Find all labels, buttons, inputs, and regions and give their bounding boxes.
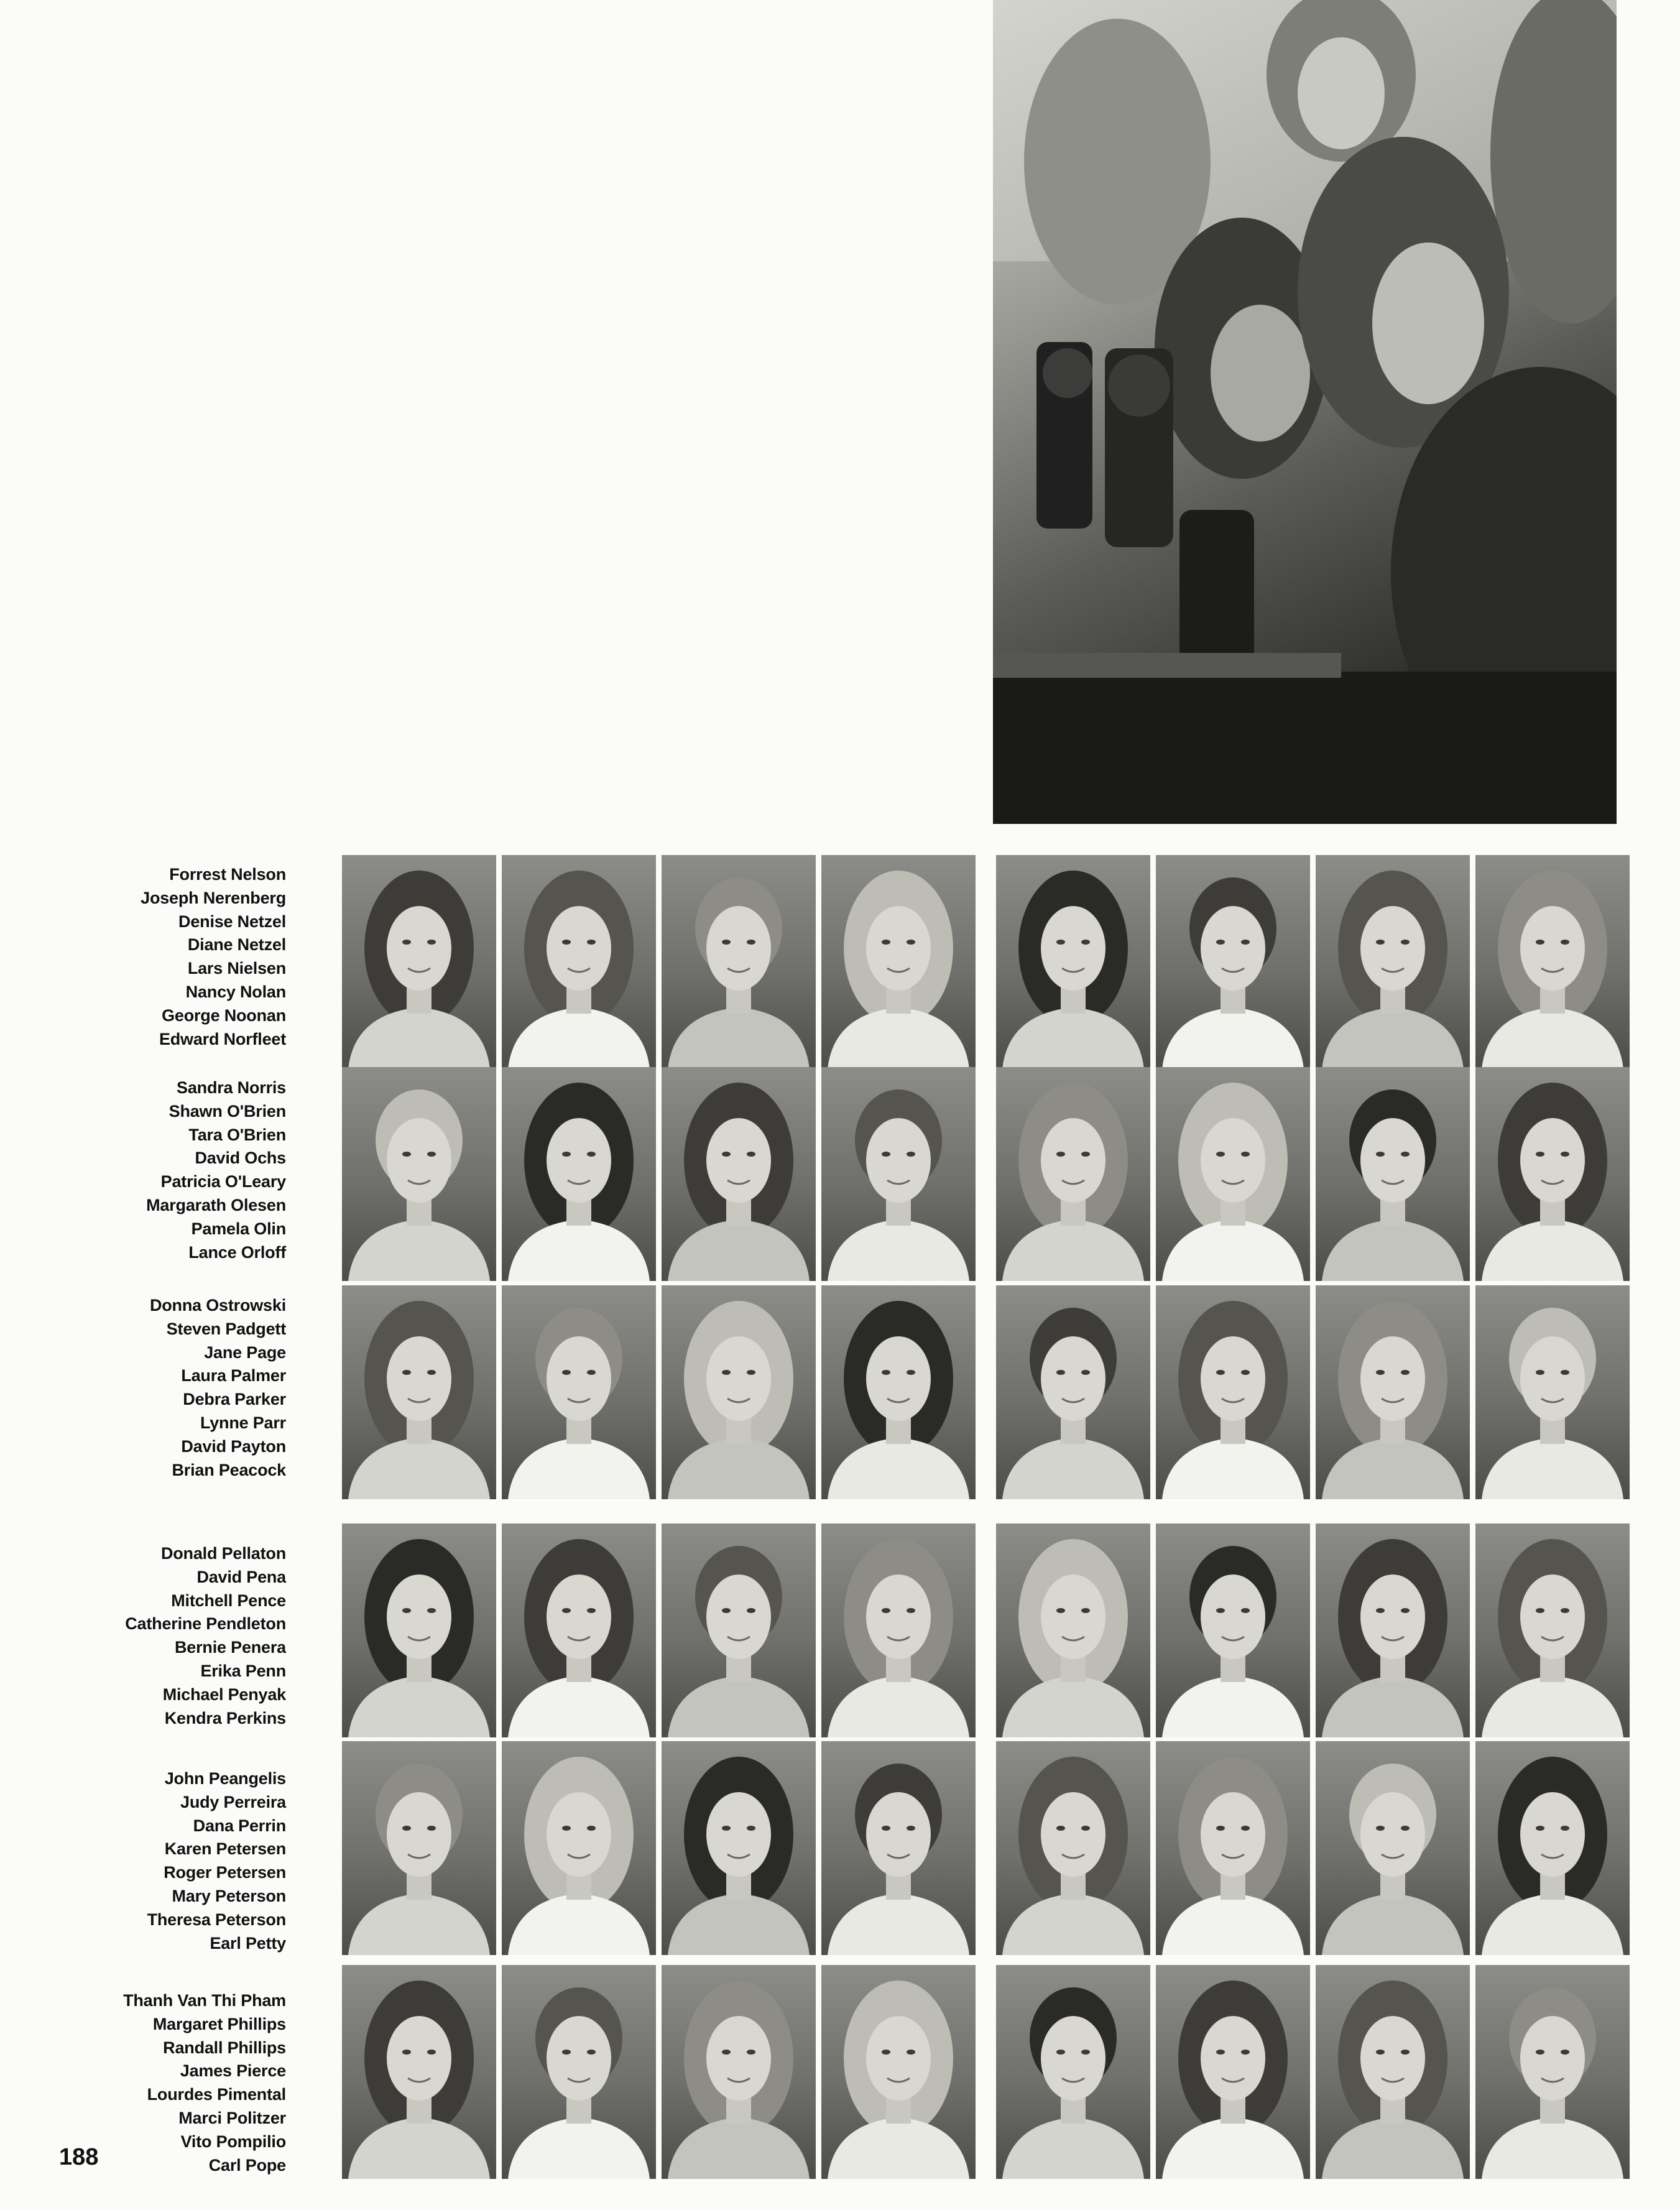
student-portrait	[821, 1523, 976, 1737]
student-name: Thanh Van Thi Pham	[123, 1991, 286, 2010]
student-name: Edward Norfleet	[159, 1029, 286, 1048]
student-portrait	[1316, 1523, 1470, 1737]
student-portrait	[1156, 1285, 1310, 1499]
student-portrait	[342, 1523, 496, 1737]
student-portrait	[342, 1067, 496, 1281]
student-portrait	[502, 1965, 656, 2179]
student-name: Roger Petersen	[164, 1863, 286, 1882]
student-portrait	[1475, 1067, 1630, 1281]
student-portrait	[996, 1285, 1150, 1499]
student-name: David Pena	[196, 1567, 286, 1586]
student-portrait	[821, 1965, 976, 2179]
student-name: Marci Politzer	[178, 2108, 286, 2127]
student-portrait	[502, 1741, 656, 1955]
student-name: Laura Palmer	[181, 1366, 286, 1385]
student-portrait	[1475, 1965, 1630, 2179]
student-name: Kendra Perkins	[164, 1708, 286, 1727]
student-portrait	[502, 1067, 656, 1281]
student-name: Lance Orloff	[188, 1242, 286, 1262]
student-portrait	[502, 1285, 656, 1499]
student-name: Margarath Olesen	[146, 1195, 286, 1214]
student-portrait	[1156, 1523, 1310, 1737]
student-portrait	[662, 1965, 816, 2179]
student-name: David Ochs	[195, 1149, 286, 1168]
student-name: Brian Peacock	[172, 1460, 286, 1479]
student-portrait	[996, 855, 1150, 1069]
student-portrait	[821, 1285, 976, 1499]
student-name: David Payton	[181, 1436, 286, 1456]
student-name: Vito Pompilio	[180, 2132, 286, 2151]
student-portrait	[996, 1965, 1150, 2179]
student-name: Jane Page	[204, 1343, 286, 1362]
student-name: John Peangelis	[164, 1769, 286, 1788]
student-name: Debra Parker	[183, 1390, 286, 1409]
student-portrait	[1156, 1965, 1310, 2179]
students-microscope-photo	[993, 0, 1617, 824]
student-name: Erika Penn	[200, 1661, 286, 1680]
student-name: Mary Peterson	[172, 1886, 286, 1905]
name-list-group-4	[75, 1542, 286, 1730]
name-list-group-1	[75, 863, 286, 1051]
student-name: Randall Phillips	[163, 2038, 286, 2057]
student-name: Theresa Peterson	[147, 1910, 286, 1929]
student-name: Bernie Penera	[175, 1638, 286, 1657]
name-list-group-6	[75, 1989, 286, 2177]
name-list-group-2	[75, 1076, 286, 1264]
student-portrait	[342, 855, 496, 1069]
student-portrait	[821, 855, 976, 1069]
student-portrait	[502, 1523, 656, 1737]
student-portrait	[1316, 1965, 1470, 2179]
student-portrait	[1316, 1741, 1470, 1955]
student-name: Karen Petersen	[164, 1839, 286, 1859]
student-name: Patricia O'Leary	[160, 1172, 286, 1191]
student-name: Steven Padgett	[166, 1319, 286, 1338]
student-portrait	[662, 1523, 816, 1737]
student-portrait	[821, 1067, 976, 1281]
student-portrait	[821, 1741, 976, 1955]
student-name: Denise Netzel	[178, 912, 286, 931]
student-name: Nancy Nolan	[185, 982, 286, 1001]
student-name: Lars Nielsen	[187, 959, 286, 978]
student-name: Judy Perreira	[180, 1792, 286, 1811]
student-name: Donna Ostrowski	[149, 1296, 286, 1315]
student-name: Forrest Nelson	[169, 865, 286, 884]
student-portrait	[342, 1285, 496, 1499]
student-portrait	[1475, 1285, 1630, 1499]
student-portrait	[1156, 1741, 1310, 1955]
student-name: Mitchell Pence	[171, 1591, 286, 1610]
student-portrait	[996, 1741, 1150, 1955]
student-name: Dana Perrin	[193, 1816, 286, 1835]
student-portrait	[342, 1965, 496, 2179]
student-name: Pamela Olin	[191, 1219, 286, 1238]
page-number: 188	[59, 2144, 99, 2170]
student-portrait	[1316, 1285, 1470, 1499]
student-name: Catherine Pendleton	[125, 1614, 286, 1634]
student-portrait	[1156, 855, 1310, 1069]
student-portrait	[662, 855, 816, 1069]
student-name: George Noonan	[162, 1006, 286, 1025]
student-name: Carl Pope	[208, 2155, 286, 2175]
student-name: Margaret Phillips	[152, 2014, 286, 2033]
student-portrait	[342, 1741, 496, 1955]
student-name: Lourdes Pimental	[147, 2085, 286, 2104]
student-name: Earl Petty	[210, 1933, 286, 1953]
student-name: Tara O'Brien	[188, 1125, 286, 1144]
student-portrait	[502, 855, 656, 1069]
student-portrait	[1475, 1523, 1630, 1737]
student-name: Diane Netzel	[187, 935, 286, 955]
student-name: Lynne Parr	[200, 1413, 286, 1432]
student-portrait	[1156, 1067, 1310, 1281]
name-list-group-5	[75, 1767, 286, 1955]
student-portrait	[996, 1067, 1150, 1281]
student-name: Michael Penyak	[162, 1685, 286, 1704]
student-portrait	[662, 1285, 816, 1499]
student-portrait	[1316, 1067, 1470, 1281]
student-portrait	[662, 1741, 816, 1955]
student-name: Shawn O'Brien	[168, 1101, 286, 1121]
student-name: James Pierce	[180, 2061, 286, 2081]
student-portrait	[996, 1523, 1150, 1737]
student-name: Sandra Norris	[177, 1078, 286, 1097]
student-portrait	[1475, 855, 1630, 1069]
name-list-group-3	[75, 1294, 286, 1482]
student-portrait	[1316, 855, 1470, 1069]
student-portrait	[662, 1067, 816, 1281]
student-portrait	[1475, 1741, 1630, 1955]
student-name: Joseph Nerenberg	[141, 888, 286, 907]
student-name: Donald Pellaton	[160, 1544, 286, 1563]
